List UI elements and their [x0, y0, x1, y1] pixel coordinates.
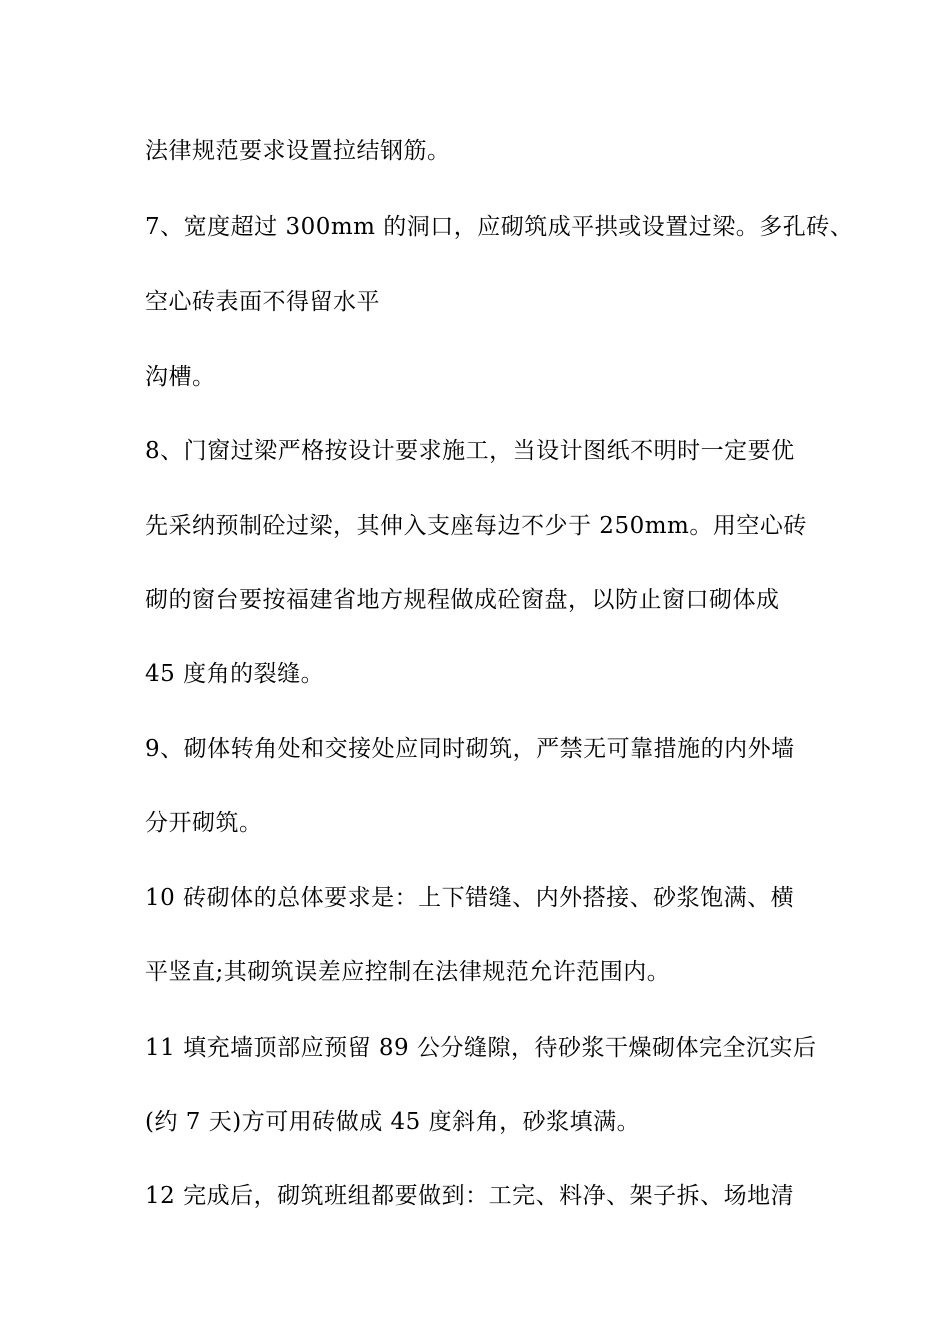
- text-line: 砌的窗台要按福建省地方规程做成砼窗盘，以防止窗口砌体成: [145, 587, 780, 613]
- text-line: 7、宽度超过 300mm 的洞口，应砌筑成平拱或设置过梁。多孔砖、: [145, 214, 854, 240]
- text-line: 9、砌体转角处和交接处应同时砌筑，严禁无可靠措施的内外墙: [145, 736, 795, 762]
- text-line: 8、门窗过梁严格按设计要求施工，当设计图纸不明时一定要优: [145, 438, 795, 464]
- text-line: 空心砖表面不得留水平: [145, 289, 380, 315]
- text-line: 12 完成后，砌筑班组都要做到：工完、料净、架子拆、场地清: [145, 1183, 795, 1209]
- text-line: 45 度角的裂缝。: [145, 661, 325, 687]
- text-line: 法律规范要求设置拉结钢筋。: [145, 138, 451, 164]
- text-line: 沟槽。: [145, 364, 216, 390]
- text-line: 平竖直;其砌筑误差应控制在法律规范允许范围内。: [145, 959, 671, 985]
- text-line: 先采纳预制砼过梁，其伸入支座每边不少于 250mm。用空心砖: [145, 513, 807, 539]
- text-line: 分开砌筑。: [145, 810, 263, 836]
- text-line: (约 7 天)方可用砖做成 45 度斜角，砂浆填满。: [145, 1109, 641, 1135]
- text-line: 11 填充墙顶部应预留 89 公分缝隙，待砂浆干燥砌体完全沉实后: [145, 1035, 817, 1061]
- text-line: 10 砖砌体的总体要求是：上下错缝、内外搭接、砂浆饱满、横: [145, 885, 795, 911]
